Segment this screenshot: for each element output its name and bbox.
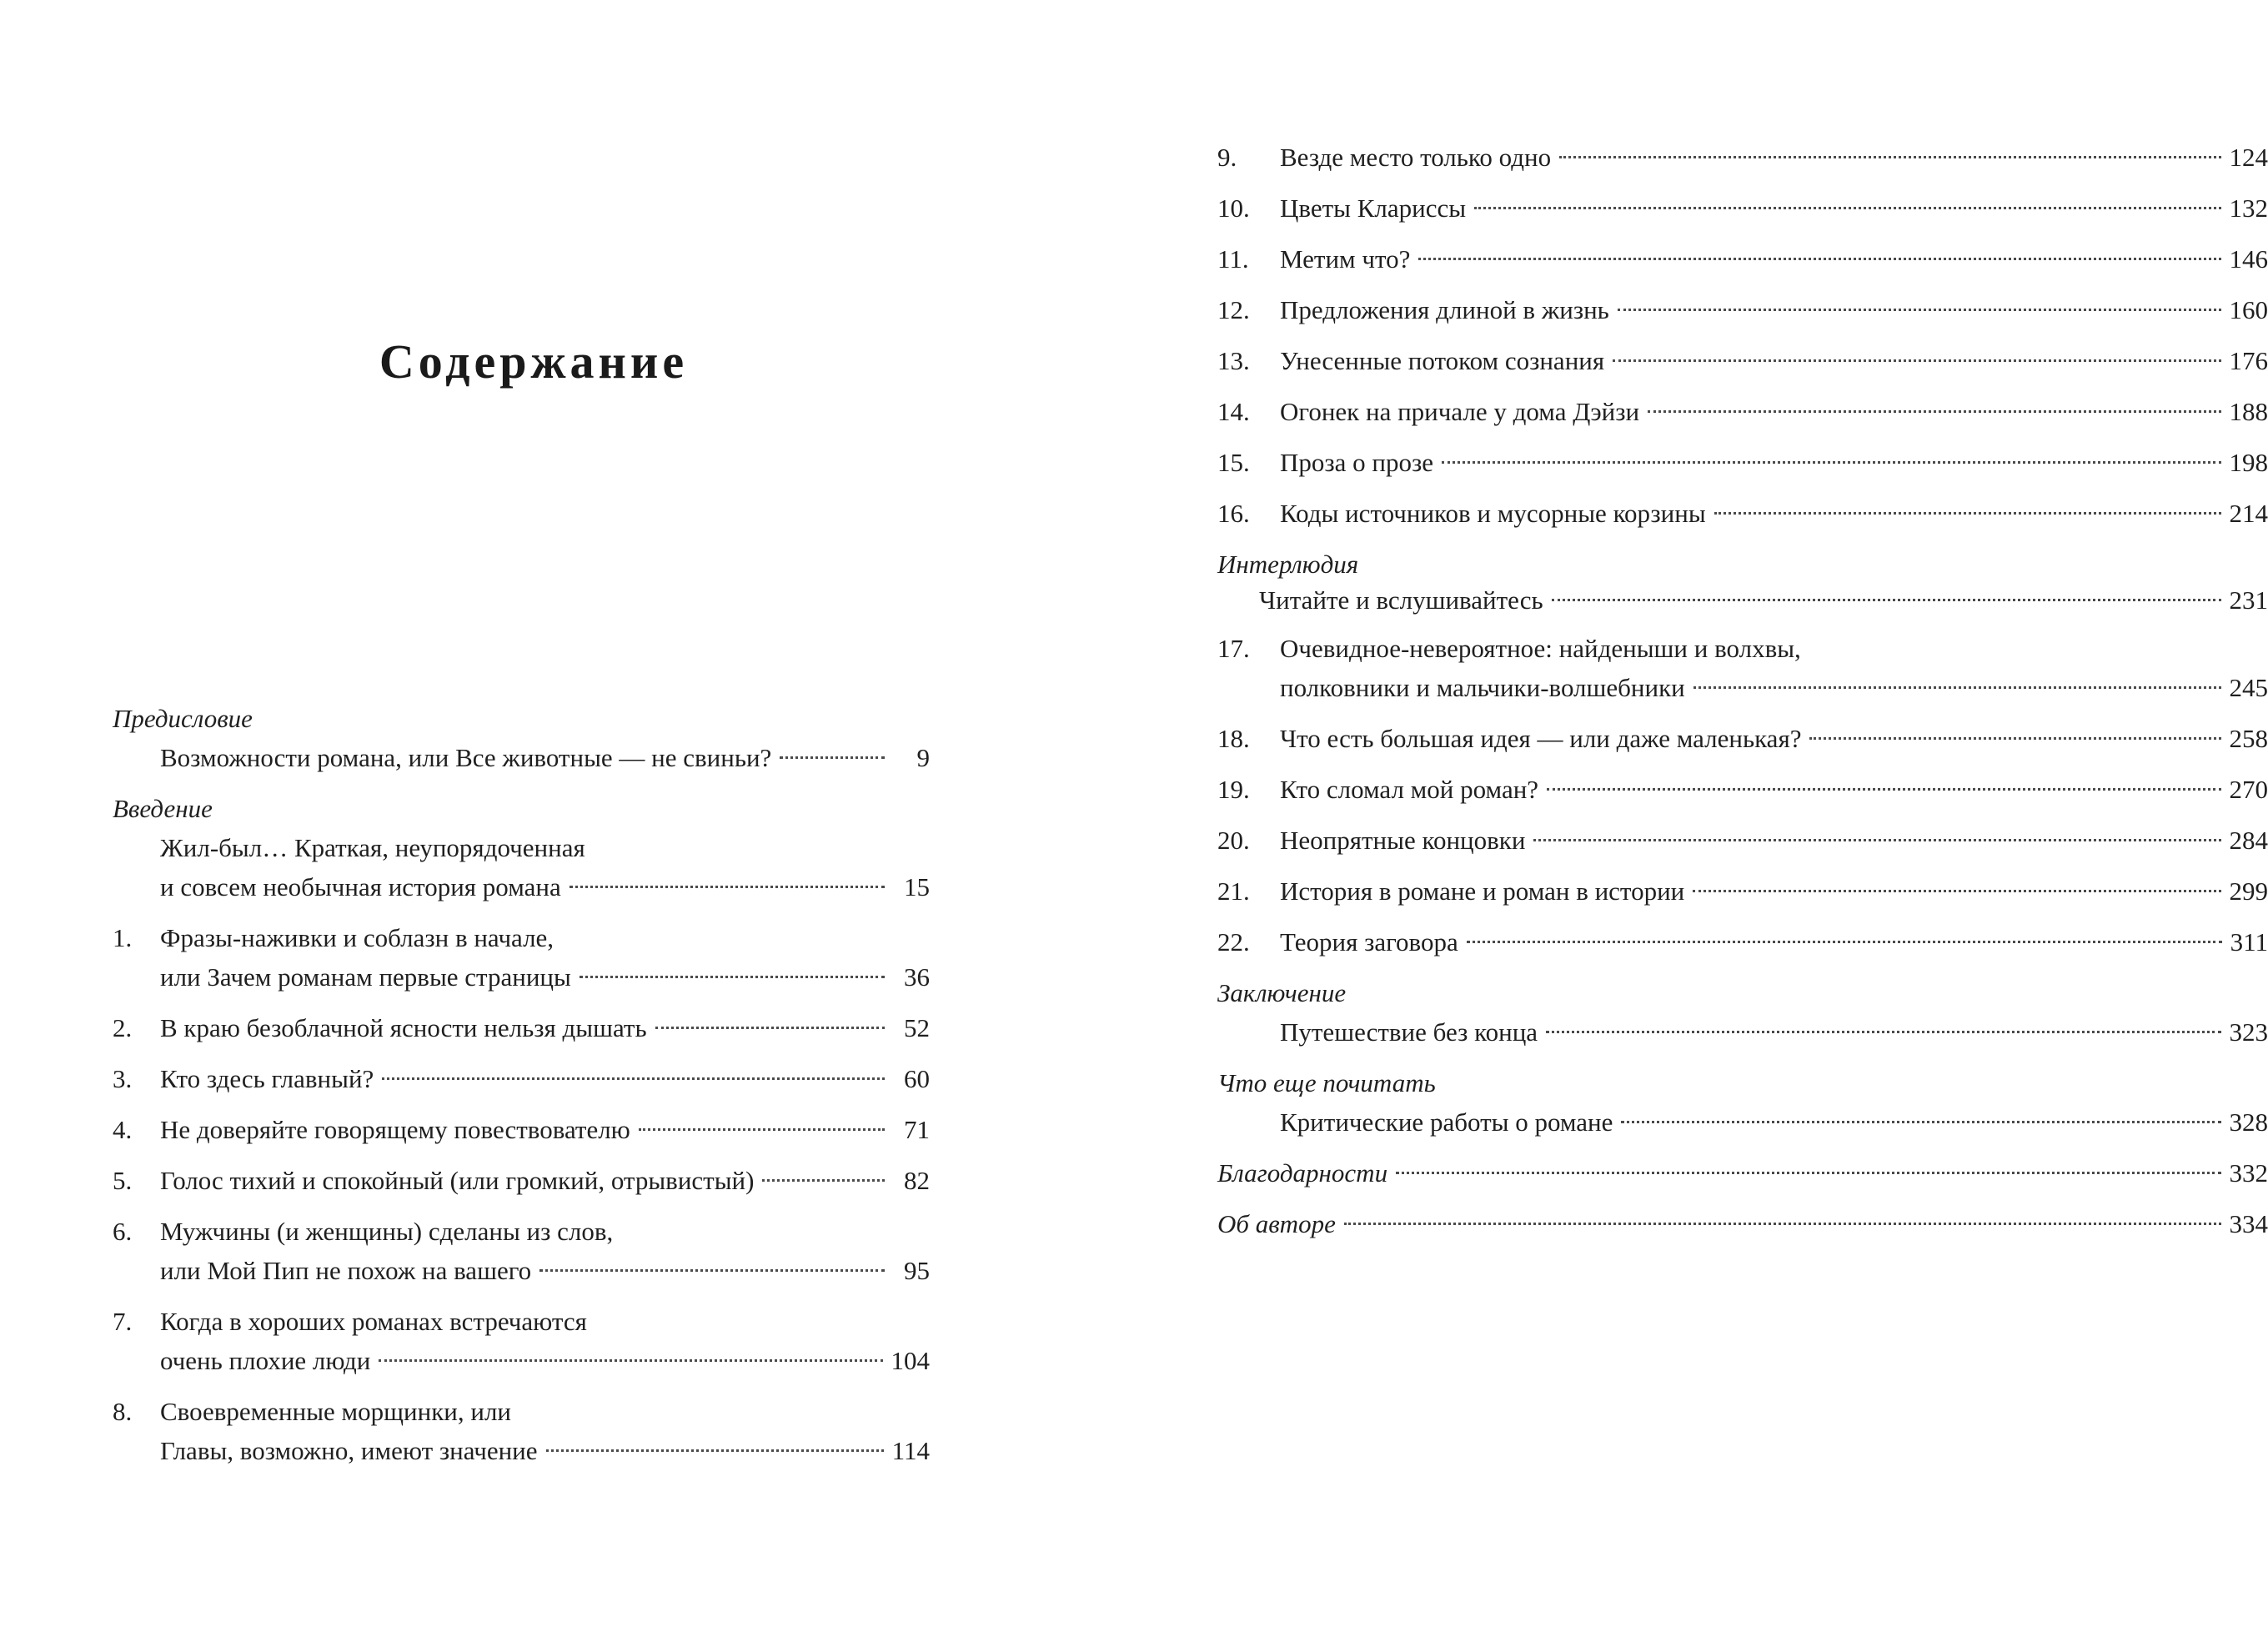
toc-entry-chapter[interactable]	[1217, 922, 2268, 962]
chapter-number: 21.	[1217, 876, 1250, 906]
entry-title-line2: или Мой Пип не похож на вашего	[160, 1256, 532, 1285]
toc-entry-chapter[interactable]	[1217, 719, 2268, 758]
toc-entry-conclusion[interactable]	[1217, 1012, 2268, 1052]
page-number: 160	[2229, 295, 2268, 324]
entry-title: Возможности романа, или Все животные — не свиньи?	[160, 743, 772, 772]
chapter-number: 17.	[1217, 634, 1250, 663]
toc-section-foreword	[113, 699, 930, 738]
toc-entry-chapter[interactable]	[1217, 290, 2268, 329]
entry-title: Коды источников и мусорные корзины	[1280, 499, 1706, 528]
entry-title-line1: Очевидное-невероятное: найденыши и волхвы,	[1280, 634, 1801, 663]
page-number: 132	[2229, 193, 2268, 223]
page-number: 332	[2229, 1158, 2268, 1188]
page-number: 52	[904, 1013, 930, 1042]
page-number: 82	[904, 1166, 930, 1195]
dot-leader	[1714, 512, 2221, 515]
entry-title-line1: Мужчины (и женщины) сделаны из слов,	[160, 1217, 614, 1246]
dot-leader	[1546, 1031, 2220, 1033]
entry-title: Метим что?	[1280, 244, 1411, 274]
dot-leader	[1621, 1121, 2220, 1123]
page-number: 198	[2229, 448, 2268, 477]
chapter-number: 18.	[1217, 724, 1250, 753]
dot-leader	[1613, 359, 2220, 362]
chapter-number: 15.	[1217, 448, 1250, 477]
dot-leader	[1344, 1223, 2221, 1225]
dot-leader	[1552, 599, 2221, 601]
entry-title: Что есть большая идея — или даже маленькая?	[1280, 724, 1802, 753]
entry-title: Везде место только одно	[1280, 143, 1552, 172]
entry-title-line2: Главы, возможно, имеют значение	[160, 1436, 538, 1465]
page-number: 114	[891, 1436, 930, 1465]
toc-section-further-reading	[1217, 1063, 2268, 1102]
chapter-number: 10.	[1217, 193, 1250, 223]
dot-leader	[1396, 1172, 2220, 1174]
toc-entry-chapter[interactable]	[113, 1008, 930, 1047]
entry-title-line2: полковники и мальчики-волшебники	[1280, 673, 1685, 702]
toc-entry-interlude[interactable]	[1217, 584, 2268, 617]
page-number: 104	[891, 1346, 930, 1375]
entry-title: Путешествие без конца	[1280, 1017, 1538, 1047]
page-number: 95	[904, 1256, 930, 1285]
page-number: 146	[2229, 244, 2268, 274]
page-number: 334	[2229, 1209, 2268, 1238]
dot-leader	[1648, 410, 2220, 413]
page-number: 284	[2229, 826, 2268, 855]
page-number: 231	[2229, 585, 2268, 615]
chapter-number: 8.	[113, 1397, 133, 1426]
dot-leader	[379, 1359, 882, 1362]
page-number: 71	[904, 1115, 930, 1144]
page-number: 258	[2229, 724, 2268, 753]
toc-section-interlude	[1217, 545, 2268, 584]
page-number: 270	[2229, 775, 2268, 804]
entry-title: Теория заговора	[1280, 927, 1458, 957]
entry-title: Унесенные потоком сознания	[1280, 346, 1605, 375]
dot-leader	[780, 756, 885, 759]
entry-title: Цветы Клариссы	[1280, 193, 1467, 223]
entry-title: Критические работы о романе	[1280, 1107, 1613, 1137]
toc-entry-chapter[interactable]	[113, 1392, 930, 1470]
chapter-number: 6.	[113, 1217, 133, 1246]
toc-entry-further-reading[interactable]	[1217, 1102, 2268, 1142]
right-page	[1067, 0, 2268, 1632]
page-number: 311	[2230, 927, 2268, 957]
toc-entry-chapter[interactable]	[1217, 770, 2268, 809]
entry-title: Огонек на причале у дома Дэйзи	[1280, 397, 1640, 426]
page-number: 36	[904, 962, 930, 992]
page-title: Содержание	[379, 334, 689, 389]
page-number: 328	[2229, 1107, 2268, 1137]
page-number: 299	[2229, 876, 2268, 906]
entry-title-line1: Когда в хороших романах встречаются	[160, 1307, 587, 1336]
right-chapter-list-b	[1217, 629, 2268, 962]
dot-leader	[539, 1269, 885, 1272]
dot-leader	[1693, 890, 2220, 892]
section-label: Что еще почитать	[1217, 1068, 1436, 1097]
dot-leader	[1467, 941, 2222, 943]
toc-entry-chapter[interactable]	[113, 1161, 930, 1200]
entry-title-line1: Своевременные морщинки, или	[160, 1397, 511, 1426]
toc-entry-chapter[interactable]	[1217, 138, 2268, 177]
chapter-number: 2.	[113, 1013, 133, 1042]
chapter-number: 4.	[113, 1115, 133, 1144]
section-label: Заключение	[1217, 978, 1347, 1007]
chapter-number: 11.	[1217, 244, 1249, 274]
chapter-number: 7.	[113, 1307, 133, 1336]
dot-leader	[1533, 839, 2220, 841]
toc-entry-chapter[interactable]	[113, 1059, 930, 1098]
chapter-number: 16.	[1217, 499, 1250, 528]
toc-entry-about-author[interactable]	[1217, 1204, 2268, 1243]
chapter-number: 12.	[1217, 295, 1250, 324]
left-page	[0, 0, 1067, 1632]
chapter-number: 3.	[113, 1064, 133, 1093]
toc-entry-chapter[interactable]	[1217, 392, 2268, 431]
entry-title: Кто сломал мой роман?	[1280, 775, 1539, 804]
toc-entry-chapter[interactable]	[1217, 871, 2268, 911]
toc-entry-chapter[interactable]	[1217, 629, 2268, 707]
dot-leader	[1693, 686, 2221, 689]
entry-title: Об авторе	[1217, 1209, 1336, 1238]
dot-leader	[1474, 207, 2220, 209]
entry-title-line1: Фразы-наживки и соблазн в начале,	[160, 923, 554, 952]
dot-leader	[1618, 309, 2221, 311]
toc-entry-acknowledgements[interactable]	[1217, 1153, 2268, 1193]
section-label: Интерлюдия	[1217, 550, 1359, 579]
toc-right-column	[1217, 138, 2268, 1255]
toc-entry-chapter[interactable]	[1217, 494, 2268, 533]
page-number: 323	[2229, 1017, 2268, 1047]
dot-leader	[570, 886, 885, 888]
entry-title: Читайте и вслушивайтесь	[1259, 585, 1543, 615]
toc-entry-chapter[interactable]	[1217, 239, 2268, 279]
dot-leader	[655, 1027, 885, 1029]
toc-entry-chapter[interactable]	[113, 1110, 930, 1149]
dot-leader	[1418, 258, 2220, 260]
toc-entry-foreword[interactable]	[113, 738, 930, 777]
section-label: Введение	[113, 794, 213, 823]
dot-leader	[1809, 737, 2220, 740]
chapter-number: 19.	[1217, 775, 1250, 804]
dot-leader	[580, 976, 885, 978]
page-number: 245	[2229, 673, 2268, 702]
entry-title-line1: Жил-был… Краткая, неупорядоченная	[160, 833, 585, 862]
dot-leader	[762, 1179, 885, 1182]
toc-entry-chapter[interactable]	[113, 1302, 930, 1380]
dot-leader	[639, 1128, 885, 1131]
toc-entry-chapter[interactable]	[1217, 188, 2268, 228]
dot-leader	[1547, 788, 2220, 791]
toc-entry-chapter[interactable]	[113, 1212, 930, 1290]
page-number: 60	[904, 1064, 930, 1093]
left-chapter-list	[113, 918, 930, 1470]
dot-leader	[1442, 461, 2221, 464]
toc-left-column	[113, 699, 930, 1482]
entry-title-line2: очень плохие люди	[160, 1346, 371, 1375]
entry-title: Не доверяйте говорящему повествователю	[160, 1115, 630, 1144]
page-number: 214	[2229, 499, 2268, 528]
chapter-number: 20.	[1217, 826, 1250, 855]
toc-entry-intro[interactable]	[113, 828, 930, 906]
page-number: 124	[2229, 143, 2268, 172]
entry-title-line2: и совсем необычная история романа	[160, 872, 561, 901]
entry-title: Кто здесь главный?	[160, 1064, 374, 1093]
chapter-number: 14.	[1217, 397, 1250, 426]
toc-entry-chapter[interactable]	[1217, 443, 2268, 482]
entry-title: Неопрятные концовки	[1280, 826, 1526, 855]
entry-title: Предложения длиной в жизнь	[1280, 295, 1609, 324]
page-number: 15	[904, 872, 930, 901]
dot-leader	[1559, 156, 2220, 158]
entry-title: Проза о прозе	[1280, 448, 1433, 477]
entry-title: Голос тихий и спокойный (или громкий, отрывистый)	[160, 1166, 755, 1195]
entry-title: Благодарности	[1217, 1158, 1388, 1188]
right-chapter-list-a	[1217, 138, 2268, 533]
chapter-number: 1.	[113, 923, 133, 952]
section-label: Предисловие	[113, 704, 253, 733]
chapter-number: 13.	[1217, 346, 1250, 375]
chapter-number: 22.	[1217, 927, 1250, 957]
toc-entry-chapter[interactable]	[1217, 821, 2268, 860]
entry-title: История в романе и роман в истории	[1280, 876, 1685, 906]
dot-leader	[546, 1449, 884, 1452]
entry-title: В краю безоблачной ясности нельзя дышать	[160, 1013, 647, 1042]
chapter-number: 9.	[1217, 143, 1237, 172]
toc-section-conclusion	[1217, 973, 2268, 1012]
dot-leader	[382, 1077, 885, 1080]
toc-section-intro	[113, 789, 930, 828]
page-number: 176	[2229, 346, 2268, 375]
entry-title-line2: или Зачем романам первые страницы	[160, 962, 571, 992]
toc-entry-chapter[interactable]	[1217, 341, 2268, 380]
chapter-number: 5.	[113, 1166, 133, 1195]
page-number: 188	[2229, 397, 2268, 426]
toc-entry-chapter[interactable]	[113, 918, 930, 997]
page-number: 9	[916, 743, 930, 772]
